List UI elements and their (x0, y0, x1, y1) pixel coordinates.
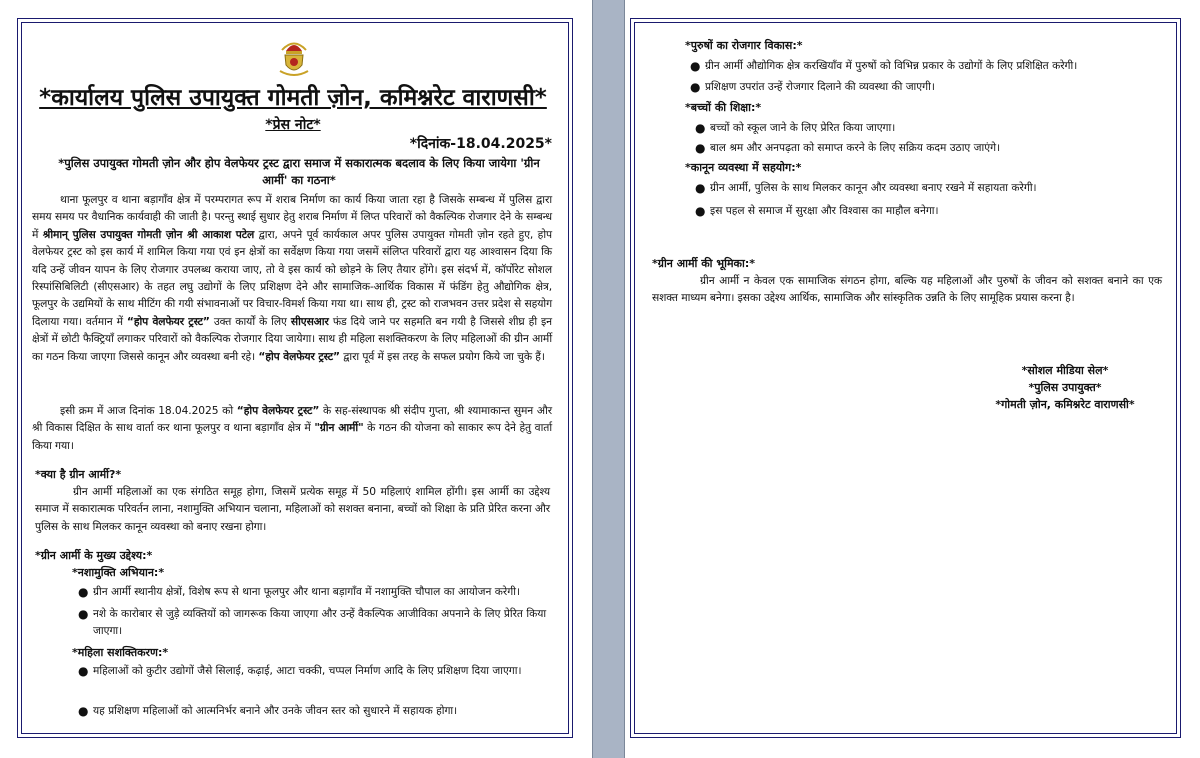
women-heading: *महिला सशक्तिकरण:* (72, 646, 169, 659)
list-item: ● इस पहल से समाज में सुरक्षा और विश्वास का माहौल बनेगा। (695, 204, 939, 218)
list-item: ● ग्रीन आर्मी स्थानीय क्षेत्रों, विशेष रूप से थाना फूलपुर और थाना बड़ागाँव में नशामुक्ति चौपाल का आयोजन करेगी। (78, 585, 520, 599)
list-item: ● ग्रीन आर्मी, पुलिस के साथ मिलकर कानून और व्यवस्था बनाए रखने में सहायता करेगी। (695, 181, 1037, 195)
list-item: ● नशे के कारोबार से जुड़े व्यक्तियों को जागरूक किया जाएगा और उन्हें वैकल्पिक आजीविका अपनाने के लिए प्रेरित किया जाएगा। (78, 607, 547, 637)
bullet-icon: ● (695, 141, 706, 155)
bullet-icon: ● (690, 59, 701, 73)
sig-line-1: *सोशल मीडिया सेल* (1021, 364, 1109, 377)
law-heading: *कानून व्यवस्था में सहयोग:* (685, 161, 802, 174)
document-page-2 (625, 0, 1200, 758)
body-paragraph-2: इसी क्रम में आज दिनांक 18.04.2025 को “होप वेलफेयर ट्रस्ट” के सह-संस्थापक श्री संदीप गुप्ता, श्री श्यामाकान्त सुमन और श्री विकास दिक्षित के साथ वार्ता कर थाना फूलपुर व थाना बड़ागाँव क्षेत्र में "ग्रीन आर्मी" के गठन की योजना को साकार रूप देने हेतु वार्ता किया गया। (32, 404, 552, 452)
sig-line-3: *गोमती ज़ोन, कमिश्नरेट वाराणसी* (995, 398, 1135, 411)
men-heading: *पुरुषों का रोजगार विकास:* (685, 39, 803, 52)
date-label: *दिनांक-18.04.2025* (409, 136, 552, 152)
nasha-heading: *नशामुक्ति अभियान:* (72, 566, 165, 579)
bullet-icon: ● (695, 121, 706, 135)
role-text: ग्रीन आर्मी न केवल एक सामाजिक संगठन होगा, बल्कि यह महिलाओं और पुरुषों के जीवन को सशक्त बनाने का एक सशक्त माध्यम बनेगा। इसका उद्देश्य आर्थिक, सामाजिक और सांस्कृतिक उन्नति के लिए सामूहिक प्रयास करना है। (652, 274, 1162, 305)
police-emblem-icon (277, 37, 311, 77)
bullet-icon: ● (78, 585, 89, 599)
what-is-heading: *क्या है ग्रीन आर्मी?* (35, 468, 122, 481)
bullet-icon: ● (78, 664, 89, 678)
bullet-icon: ● (695, 181, 706, 195)
objectives-heading: *ग्रीन आर्मी के मुख्य उद्देश्य:* (35, 549, 153, 562)
bullet-icon: ● (690, 80, 701, 94)
list-item: ● ग्रीन आर्मी औद्योगिक क्षेत्र करखियाँव में पुरुषों को विभिन्न प्रकार के उद्योगों के लिए प्रशिक्षित करेगी। (690, 59, 1078, 73)
children-heading: *बच्चों की शिक्षा:* (685, 101, 762, 114)
body-paragraph-1: थाना फूलपुर व थाना बड़ागाँव क्षेत्र में परम्परागत रूप में शराब निर्माण का कार्य किया जाता रहा है जिसके सम्बन्ध में पुलिस द्वारा समय समय पर वैधानिक कार्यवाही की जाती है। परन्तु स्थाई सुधार हेतु शराब निर्माण में लिप्त परिवारों को वैकल्पिक रोजगार देने के सम्बन्ध में श्रीमान् पुलिस उपायुक्त गोमती ज़ोन श्री आकाश पटेल द्वारा, अपने पूर्व कार्यकाल अपर पुलिस उपायुक्त गोमती ज़ोन रहते हुए, होप वेलफेयर ट्रस्ट को इस कार्य में शामिल किया गया एवं इन क्षेत्रों का सर्वेक्षण किया गया जसमें संलिप्त परिवारों द्वारा यह आश्वासन दिया कि यदि उन्हें जीवन यापन के लिए रोजगार उपलब्ध कराया जाए, तो वे इस कार्य को छोड़ने के लिए तैयार होंगे। इस संदर्भ में, कॉर्पोरेट सोशल रिस्पांसिबिलिटी (सीएसआर) के तहत लघु उद्योगों के लिए प्रशिक्षण देने और सामाजिक-आर्थिक विकास में फंडिंग हेतु औद्योगिक क्षेत्र, फूलपुर के उद्यमियों के साथ मीटिंग की गयी संभावनाओं पर विचार-विमर्श किया गया था। साथ ही, ट्रस्ट को राजभवन उत्तर प्रदेश से सहयोग दिलाया गया। वर्तमान में “होप वेलफेयर ट्रस्ट” उक्त कार्यों के लिए सीएसआर फंड दिये जाने पर सहमति बन गयी है जिससे शीघ्र ही इन क्षेत्रों में छोटी फैक्ट्रियाँ लगाकर परिवारों को वैकल्पिक रोजगार दिया जायेगा। साथ ही महिला सशक्तिकरण के लिए महिलाओं की ग्रीन आर्मी का गठन किया जाएगा जिससे कानून और व्यवस्था बनी रहे। “होप वेलफेयर ट्रस्ट” द्वारा पूर्व में इस तरह के सफल प्रयोग किये जा चुके हैं। (32, 193, 552, 363)
bullet-icon: ● (78, 704, 89, 718)
news-headline: *पुलिस उपायुक्त गोमती ज़ोन और होप वेलफेयर ट्रस्ट द्वारा समाज में सकारात्मक बदलाव के लिए किया जायेगा 'ग्रीन आर्मी' का गठना* (58, 156, 540, 187)
document-page-1 (0, 0, 592, 758)
what-is-text: ग्रीन आर्मी महिलाओं का एक संगठित समूह होगा, जिसमें प्रत्येक समूह में 50 महिलाएं शामिल होंगी। इस आर्मी का उद्देश्य समाज में सकारात्मक परिवर्तन लाना, नशामुक्ति अभियान चलाना, महिलाओं को सशक्त बनाना, बच्चों को शिक्षा के प्रति प्रेरित करना और पुलिस के साथ मिलकर कानून व्यवस्था को बनाए रखना होगा। (35, 485, 550, 533)
signature-block (965, 362, 1165, 413)
role-heading: *ग्रीन आर्मी की भूमिका:* (652, 257, 755, 270)
page-gutter (592, 0, 625, 758)
list-item: ● बच्चों को स्कूल जाने के लिए प्रेरित किया जाएगा। (695, 121, 896, 135)
list-item: ● प्रशिक्षण उपरांत उन्हें रोजगार दिलाने की व्यवस्था की जाएगी। (690, 80, 935, 94)
list-item: ● बाल श्रम और अनपढ़ता को समाप्त करने के लिए सक्रिय कदम उठाए जाएंगे। (695, 141, 1001, 155)
list-item: ● महिलाओं को कुटीर उद्योगों जैसे सिलाई, कढ़ाई, आटा चक्की, चप्पल निर्माण आदि के लिए प्रशिक्षण दिया जाएगा। (78, 664, 522, 678)
sig-line-2: *पुलिस उपायुक्त* (1028, 381, 1102, 394)
press-note-label: *प्रेस नोट* (265, 117, 321, 133)
bullet-icon: ● (78, 607, 89, 621)
office-title: *कार्यालय पुलिस उपायुक्त गोमती ज़ोन, कमिश्नरेट वाराणसी* (39, 85, 547, 111)
list-item: ● यह प्रशिक्षण महिलाओं को आत्मनिर्भर बनाने और उनके जीवन स्तर को सुधारने में सहायक होगा। (78, 704, 458, 718)
bullet-icon: ● (695, 204, 706, 218)
